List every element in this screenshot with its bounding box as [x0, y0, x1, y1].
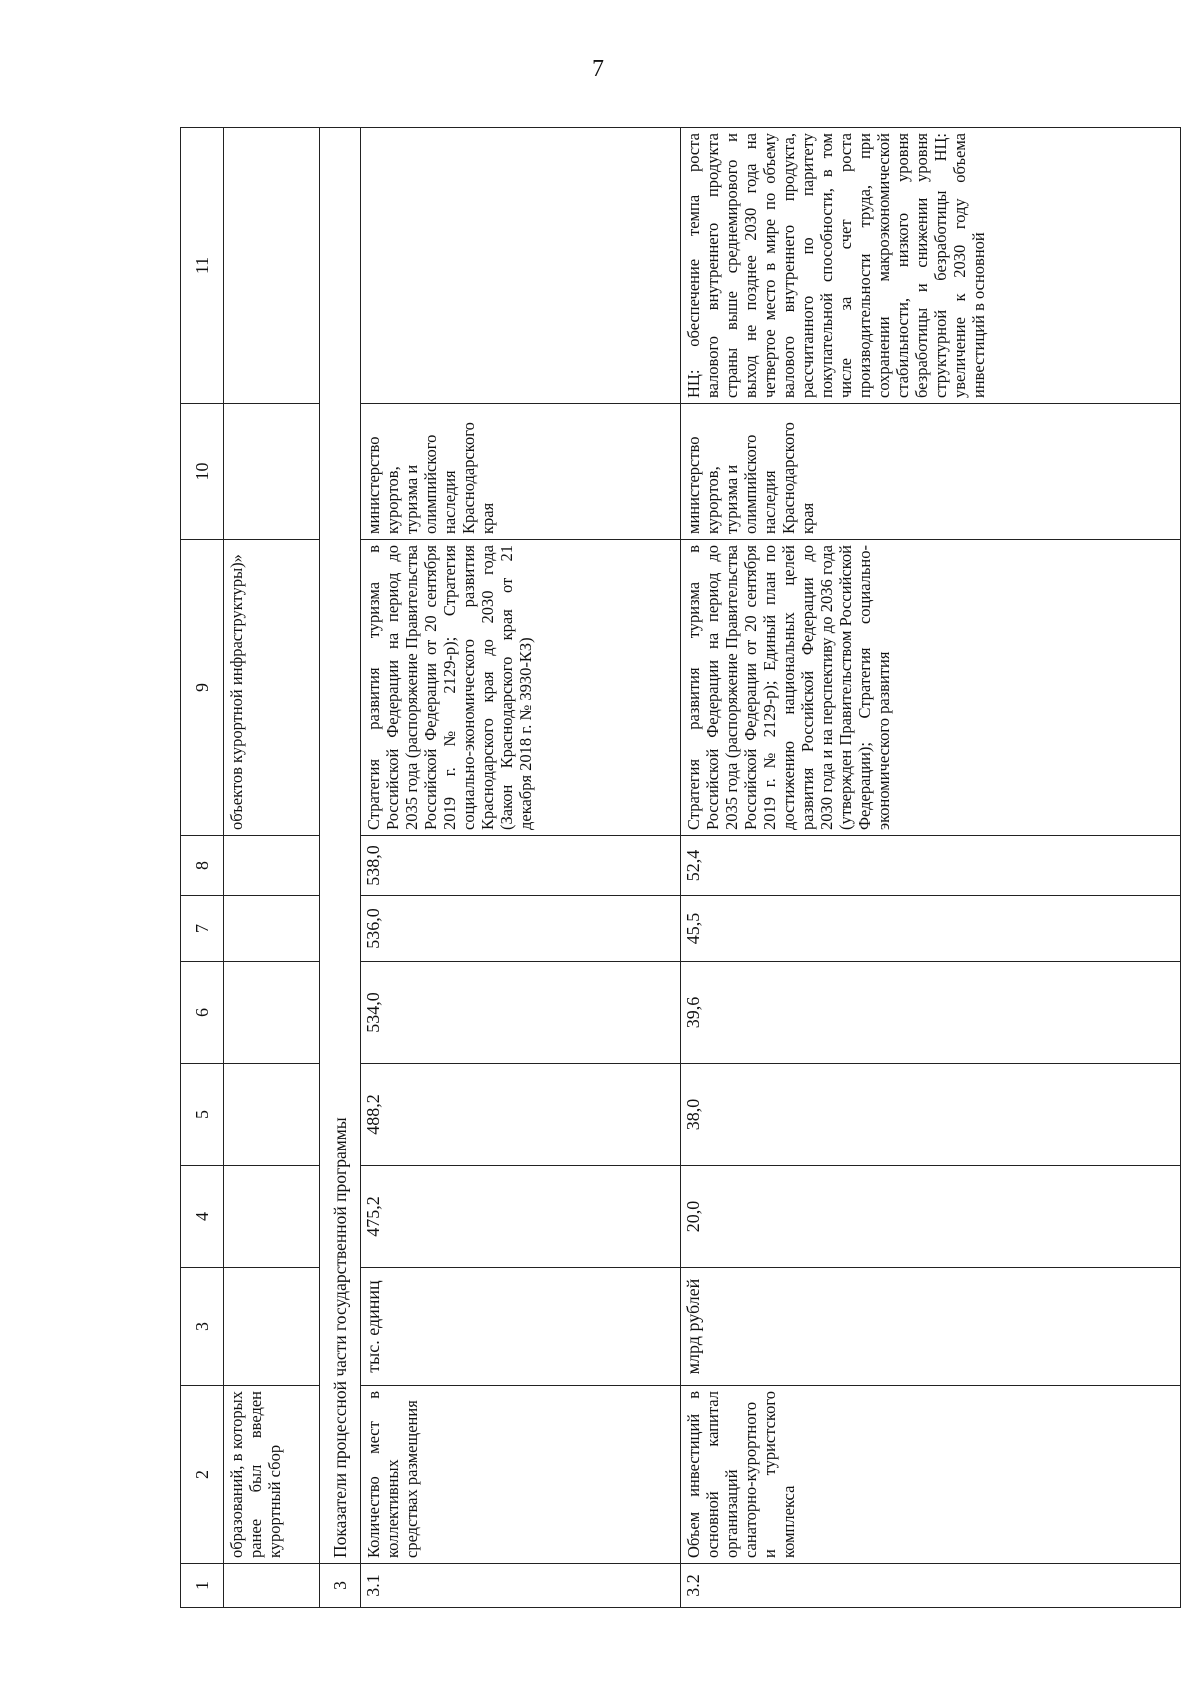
table-frame [180, 128, 1160, 1608]
unit: млрд рублей [681, 1268, 1181, 1386]
value-col-6: 534,0 [361, 962, 681, 1064]
section-number: 3 [320, 1564, 361, 1608]
row-number: 3.2 [681, 1564, 1181, 1608]
value-col-4: 20,0 [681, 1166, 1181, 1268]
value-col-4: 475,2 [361, 1166, 681, 1268]
value-col-5: 488,2 [361, 1064, 681, 1166]
header-cell: 4 [181, 1166, 224, 1268]
header-cell: 11 [181, 128, 224, 404]
national-goal: НЦ: обеспечение темпа роста валового внутреннего продукта страны выше среднемирового и выход не позднее 2030 года на четвертое место в мире по объему валового внутреннего продукта, рассчитанного по паритету покупательной способности, в том числе за счет роста производительности труда, при сохранении макроэкономической стабильности, низкого уровня безработицы и снижении уровня структурной безработицы НЦ: увеличение к 2030 году объема инвестиций в основной [681, 128, 1181, 404]
value-col-6: 39,6 [681, 962, 1181, 1064]
indicator-name: Количество мест в коллективных средствах размещения [361, 1386, 681, 1564]
header-cell: 8 [181, 836, 224, 896]
header-row [181, 128, 224, 1608]
header-cell: 7 [181, 896, 224, 962]
table-row [681, 128, 1181, 1608]
national-goal [361, 128, 681, 404]
rotated-table-wrapper [180, 128, 1160, 1608]
header-cell: 1 [181, 1564, 224, 1608]
page-number: 7 [592, 56, 604, 82]
indicators-table [180, 127, 1181, 1608]
header-cell: 6 [181, 962, 224, 1064]
section-row [320, 128, 361, 1608]
value-col-5: 38,0 [681, 1064, 1181, 1166]
header-cell: 3 [181, 1268, 224, 1386]
document-basis: Стратегия развития туризма в Российской Федерации на период до 2035 года (распоряжение Правительства Российской Федерации от 20 сентября 2019 г. № 2129-р); Единый план по достижению национальных целей развития Российской Федерации до 2030 года и на перспективу до 2036 года (утвержден Правительством Российской Федерации); Стратегия социально-экономического развития [681, 540, 1181, 836]
document-basis: объектов курортной инфраструктуры)» [224, 540, 320, 836]
header-cell: 9 [181, 540, 224, 836]
table-row [361, 128, 681, 1608]
row-number: 3.1 [361, 1564, 681, 1608]
document-basis: Стратегия развития туризма в Российской Федерации на период до 2035 года (распоряжение Правительства Российской Федерации от 20 сентября 2019 г. № 2129-р); Стратегия социально-экономического развития Краснодарского края до 2030 года (Закон Краснодарского края от 21 декабря 2018 г. № 3930-КЗ) [361, 540, 681, 836]
indicator-name: Объем инвестиций в основной капитал организаций санаторно-курортного и туристского комплекса [681, 1386, 1181, 1564]
indicator-name: образований, в которых ранее был введен курортный сбор [224, 1386, 320, 1564]
responsible-body: министерство курортов, туризма и олимпийского наследия Краснодарского края [361, 404, 681, 540]
header-cell: 5 [181, 1064, 224, 1166]
header-cell: 10 [181, 404, 224, 540]
value-col-7: 45,5 [681, 896, 1181, 962]
value-col-8: 52,4 [681, 836, 1181, 896]
value-col-8: 538,0 [361, 836, 681, 896]
responsible-body: министерство курортов, туризма и олимпийского наследия Краснодарского края [681, 404, 1181, 540]
unit: тыс. единиц [361, 1268, 681, 1386]
header-cell: 2 [181, 1386, 224, 1564]
section-title: Показатели процессной части государственной программы [320, 128, 361, 1564]
value-col-7: 536,0 [361, 896, 681, 962]
carry-over-row [224, 128, 320, 1608]
